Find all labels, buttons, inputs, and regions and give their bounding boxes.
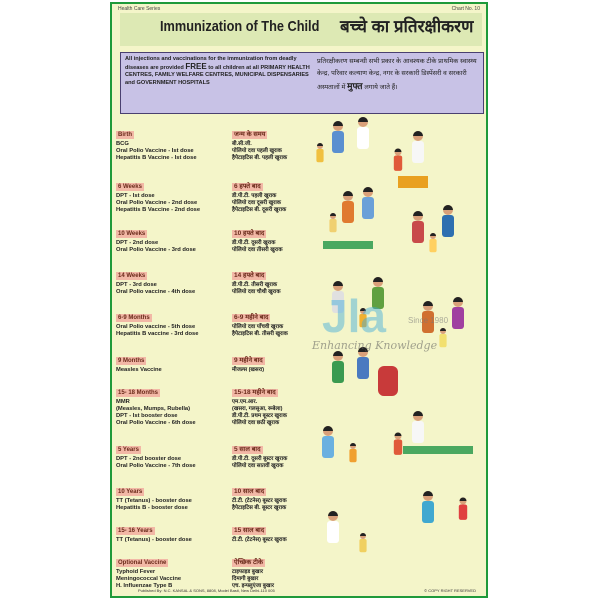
age-label-hindi: 5 साल बाद: [234, 446, 261, 453]
person-figure: [422, 491, 434, 523]
vaccine-item: TT (Tetanus) - booster dose: [116, 498, 192, 504]
title-english: Immunization of The Child: [160, 18, 320, 35]
age-label-hindi: 6 हफ्ते बाद: [234, 183, 261, 190]
chair-shape: [378, 366, 398, 396]
person-figure: [359, 533, 366, 552]
age-label: 9 Months: [118, 358, 145, 364]
person-figure: [357, 117, 369, 149]
person-figure: [412, 211, 424, 243]
vaccine-item: Hepatitis B Vaccine - Ist dose: [116, 155, 197, 161]
vaccine-item-hindi: हैपेटाइटिस बी. दूसरी खुराक: [232, 207, 287, 213]
person-figure: [394, 149, 402, 171]
notice-english: [125, 56, 310, 87]
age-label: Birth: [118, 132, 132, 138]
vaccine-item: BCG: [116, 141, 129, 147]
vaccine-item-hindi: पोलियो दवा तीसरी खुराक: [232, 247, 283, 253]
person-figure: [329, 213, 336, 232]
vaccine-item: Hepatitis B Vaccine - 2nd dose: [116, 207, 201, 213]
schedule-english: [116, 175, 234, 214]
vaccine-item: DPT - 2nd dose: [116, 240, 159, 246]
age-label-hindi: 9 महीने बाद: [234, 357, 263, 364]
chart-number: Chart No. 10: [451, 6, 480, 12]
age-label: 10 Years: [118, 489, 143, 495]
person-figure: [412, 131, 424, 163]
person-figure: [459, 498, 467, 520]
vaccine-item: Oral Polio Vaccine - 2nd dose: [116, 200, 198, 206]
vaccine-item: H. Influenzae Type B: [116, 583, 173, 589]
age-label: Optional Vaccine: [118, 560, 167, 566]
vaccine-item-hindi: पोलियो दवा छठी खुराक: [232, 420, 280, 426]
vaccine-item-hindi: पोलियो दवा दूसरी खुराक: [232, 200, 282, 206]
series-label: Health Care Series: [118, 6, 161, 12]
watermark-since: Since 1980: [408, 316, 449, 325]
vaccine-item-hindi: पोलियो दवा पाँचवी खुराक: [232, 324, 284, 330]
schedule-english: [116, 349, 234, 374]
schedule-english: [116, 123, 234, 162]
vaccine-item: DPT - Ist dose: [116, 193, 155, 199]
vaccine-item-hindi: टी.टी. (टेटनेस) बूस्टर खुराक: [232, 498, 287, 504]
vaccine-item: Oral Polio vaccine - 4th dose: [116, 289, 196, 295]
person-figure: [332, 351, 344, 383]
schedule-english: [116, 381, 234, 427]
age-label-hindi: 14 हफ्ते बाद: [234, 272, 265, 279]
schedule-english: [116, 438, 234, 470]
vaccine-item: DPT - Ist booster dose: [116, 413, 178, 419]
vaccine-item: Typhoid Fever: [116, 569, 156, 575]
schedule-english: [116, 480, 234, 512]
vaccine-item-hindi: डी.पी.टी. पहली खुराक: [232, 193, 277, 199]
table-shape: [403, 446, 473, 454]
publisher-info: Published By: N.C. KANSAL & SONS, 8808, Model Basti, New Delhi-110 005: [138, 588, 275, 593]
vaccine-item-hindi: पोलियो दवा सातवीं खुराक: [232, 463, 284, 469]
person-figure: [439, 328, 446, 347]
illustrations: [308, 116, 488, 591]
person-figure: [327, 511, 339, 543]
vaccine-item: TT (Tetanus) - booster dose: [116, 537, 192, 543]
table-shape: [323, 241, 373, 249]
vaccine-item: Oral Polio Vaccine - 7th dose: [116, 463, 196, 469]
vaccine-item-hindi: हैपेटाइटिस बी. तीसरी खुराक: [232, 331, 288, 337]
person-figure: [394, 433, 402, 455]
person-figure: [322, 426, 334, 458]
watermark-logo: Jla: [322, 290, 386, 342]
vaccine-item-hindi: पोलियो दवा पहली खुराक: [232, 148, 282, 154]
vaccine-item-hindi: एच. इन्फ्लुएंजा बुखार: [232, 583, 275, 589]
schedule-english: [116, 222, 234, 254]
person-figure: [362, 187, 374, 219]
age-label-hindi: 6-9 महीने बाद: [234, 314, 269, 321]
notice-text: All injections and vaccinations for the immunization from deadly diseases are provided: [125, 56, 297, 72]
vaccine-item-hindi: दिमागी बुखार: [232, 576, 259, 582]
vaccine-item: MMR: [116, 399, 130, 405]
person-figure: [412, 411, 424, 443]
vaccine-item-hindi: बी.सी.जी.: [232, 141, 252, 147]
age-label-hindi: जन्म के समय: [234, 131, 266, 138]
vaccine-item: Hepatitis B vaccine - 3rd dose: [116, 331, 199, 337]
vaccine-item-hindi: एम.एम.आर.: [232, 399, 258, 405]
schedule-english: [116, 519, 234, 544]
age-label-hindi: 15 साल बाद: [234, 527, 265, 534]
vaccine-item-hindi: हैपेटाइटिस बी. बूस्टर खुराक: [232, 505, 287, 511]
age-label: 15- 18 Months: [118, 390, 159, 396]
vaccine-item: (Measles, Mumps, Rubella): [116, 406, 191, 412]
notice-text: लगाये जाते हैं।: [364, 84, 398, 91]
age-label-hindi: 10 हफ्ते बाद: [234, 230, 265, 237]
watermark-tagline: Enhancing Knowledge: [312, 339, 438, 352]
free-label: FREE: [185, 62, 207, 72]
vaccine-item: DPT - 2nd booster dose: [116, 456, 182, 462]
person-figure: [349, 443, 356, 462]
free-label: मुफ्त: [347, 81, 363, 91]
age-label: 14 Weeks: [118, 273, 146, 279]
vaccine-item-hindi: मीजल्स (खसरा): [232, 367, 265, 373]
person-figure: [332, 121, 344, 153]
person-figure: [429, 233, 436, 252]
vaccine-item: Hepatitis B - booster dose: [116, 505, 188, 511]
table-shape: [398, 176, 428, 188]
age-label: 10 Weeks: [118, 231, 146, 237]
notice-text: प्रतिरक्षीकरण सम्बन्धी सभी प्रकार के आवश्यक टीके प्राथमिक स्वास्थ्य केन्द्र, परिवार कल्याण केन्द्र, नगर के सरकारी डिस्पेंसरी व सरकारी अस्पतालों में: [317, 58, 477, 91]
vaccine-item: Measles Vaccine: [116, 367, 162, 373]
vaccine-item: Oral Polio Vaccine - 3rd dose: [116, 247, 196, 253]
vaccine-item: DPT - 3rd dose: [116, 282, 157, 288]
vaccine-item-hindi: डी.पी.टी. दूसरी बूस्टर खुराक: [232, 456, 288, 462]
schedule-english: [116, 551, 234, 590]
vaccine-item-hindi: (खसरा, गलसुआ, रूबेला): [232, 406, 283, 412]
age-label-hindi: 10 साल बाद: [234, 488, 265, 495]
age-label: 6-9 Months: [118, 315, 150, 321]
schedule-english: [116, 306, 234, 338]
free-vaccination-notice: [120, 52, 484, 114]
title-hindi: बच्चे का प्रतिरक्षीकरण: [340, 17, 474, 36]
age-label: 6 Weeks: [118, 184, 142, 190]
vaccine-item-hindi: टाइफाइड बुखार: [232, 569, 264, 575]
person-figure: [316, 143, 323, 162]
vaccine-item: Oral Polio vaccine - 5th dose: [116, 324, 196, 330]
person-figure: [342, 191, 354, 223]
age-label: 5 Years: [118, 447, 139, 453]
age-label: 15- 16 Years: [118, 528, 153, 534]
person-figure: [452, 297, 464, 329]
immunization-poster: [110, 2, 488, 598]
age-label-hindi: 15-18 महीने बाद: [234, 389, 276, 396]
age-label-hindi: ऐच्छिक टीके: [234, 559, 263, 566]
schedule-english: [116, 264, 234, 296]
vaccine-item-hindi: डी.पी.टी. दूसरी खुराक: [232, 240, 276, 246]
vaccine-item-hindi: पोलियो दवा चौथी खुराक: [232, 289, 281, 295]
vaccine-item-hindi: टी.टी. (टेटनेस) बूस्टर खुराक: [232, 537, 287, 543]
vaccine-item: Oral Polio Vaccine - Ist dose: [116, 148, 194, 154]
vaccine-item-hindi: हैपेटाइटिस बी. पहली खुराक: [232, 155, 288, 161]
vaccine-item-hindi: डी.पी.टी. प्रथम बूस्टर खुराक: [232, 413, 287, 419]
notice-hindi: [317, 56, 482, 94]
copyright: © COPY RIGHT RESERVED: [424, 588, 476, 593]
vaccine-item: Meningococcal Vaccine: [116, 576, 182, 582]
vaccine-item: Oral Polio Vaccine - 6th dose: [116, 420, 196, 426]
person-figure: [442, 205, 454, 237]
notice-text: to all children at all PRIMARY HEALTH CENTRES, FAMILY WELFARE CENTRES, MUNICIPAL DISPENSARIES and GOVERNMENT HOSPITALS: [125, 65, 310, 86]
vaccine-item-hindi: डी.पी.टी. तीसरी खुराक: [232, 282, 278, 288]
